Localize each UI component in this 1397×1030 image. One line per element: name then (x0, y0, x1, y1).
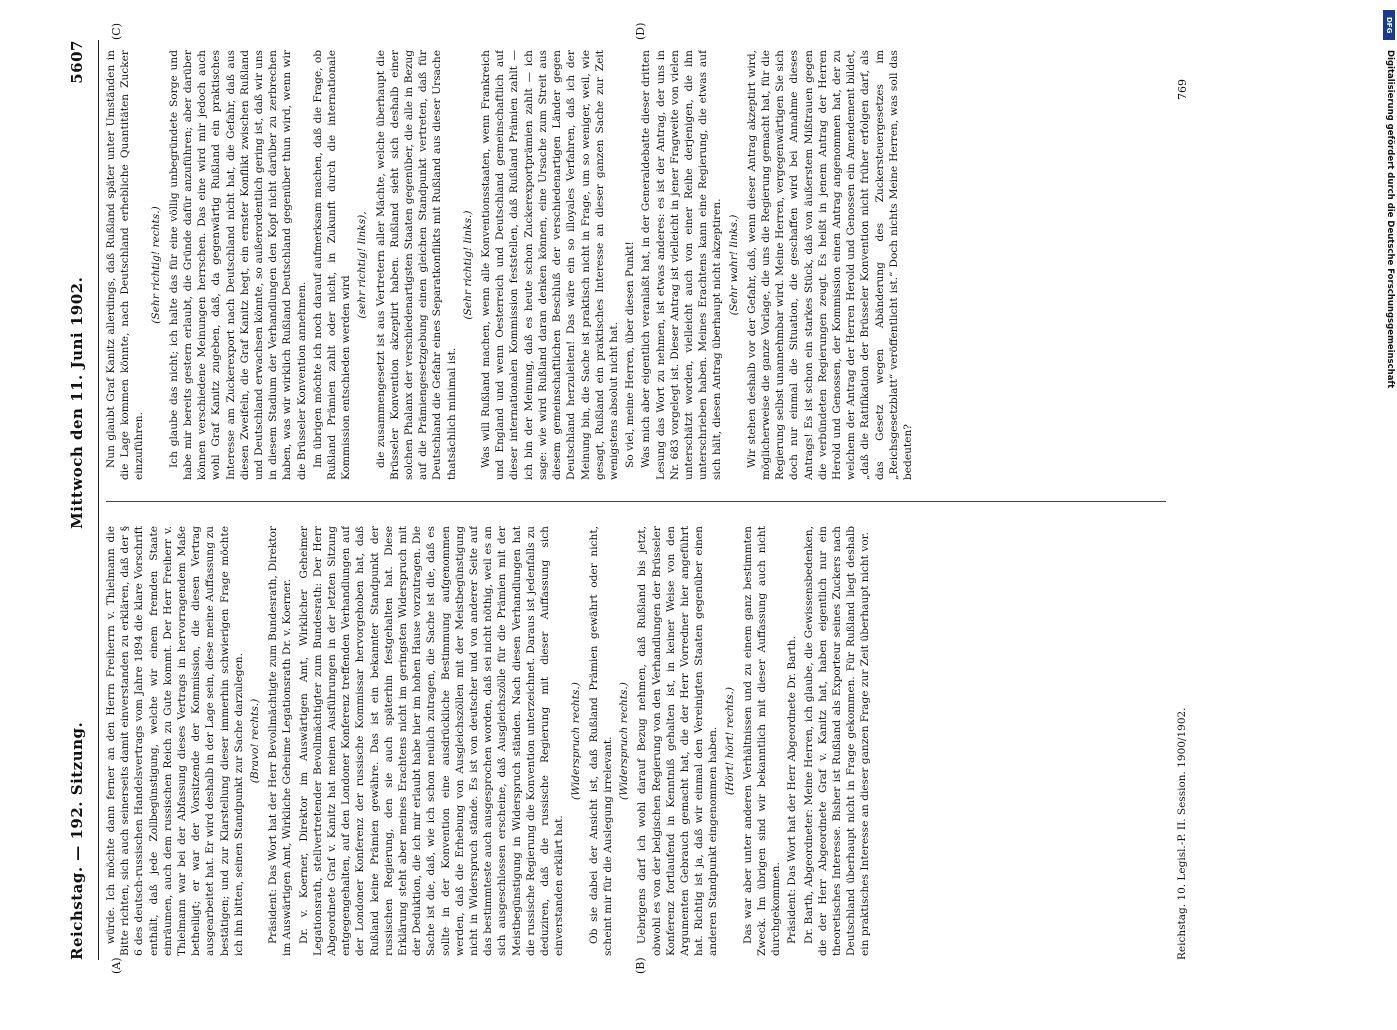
paragraph: Im übrigen möchte ich noch darauf aufmerksam machen, daß die Frage, ob Rußland Prämien zahlt oder nicht, in Zukunft durch die internationale Kommission entschieden werden wird (311, 50, 353, 480)
paragraph: würde. Ich möchte dann ferner an den Herrn Freiherrn v. Thielmann die Bitte richten, sich auch seinerseits damit einverstanden zu erklären, daß der § 6 des deutsch-russischen Handelsvertrags vom Jahre 1894 die klare Vorschrift enthält, daß jede Zollbegünstigung, welche wir einem fremden Staate einräumen, auch dem russischen Reich zu Gute kommt. Der Herr Freiherr v. Thielmann war bei der Abfassung dieses Vertrags in hervorragendem Maße betheiligt; er war der Vorsitzende der Kommission, die diesen Vertrag ausgearbeitet hat. Er wird deshalb in der Lage sein, diese meine Auffassung zu bestätigen; und zur Klarstellung dieser immerhin schwierigen Frage möchte ich ihn bitten, seinen Standpunkt zur Sache darzulegen. (105, 526, 245, 956)
margin-marker-a: (A) (110, 957, 123, 974)
interjection: (Sehr richtig! rechts.) (149, 206, 162, 324)
interjection: (Hört! hört! rechts.) (723, 686, 736, 796)
funding-note: Digitalisierung gefördert durch die Deutsche Forschungsgemeinschaft (1385, 50, 1395, 389)
interjection: (Sehr wahr! links.) (727, 214, 740, 316)
margin-marker-c: (C) (110, 23, 123, 40)
header-date: Mittwoch den 11. Juni 1902. (68, 276, 86, 529)
interjection: (sehr richtig! links), (356, 211, 369, 319)
paragraph: Uebrigens darf ich wohl darauf Bezug nehmen, daß Rußland bis jetzt, obwohl es von der belgischen Regierung von den Verhandlungen der Brüsseler Konferenz fortlaufend in Kenntniß gehalten ist, in keiner Weise von den Argumenten Gebrauch gemacht hat, die der Herr Vorredner hier angeführt hat. Richtig ist ja, daß wir einmal den Vereinigten Staaten gegenüber einen anderen Standpunkt eingenommen haben. (636, 526, 720, 956)
paragraph: die zusammengesetzt ist aus Vertretern aller Mächte, welche überhaupt die Brüsseler Konvention akzeptirt haben. Rußland sieht sich deshalb einer solchen Phalanx der verschiedenartigsten Staaten gegenüber, die alle in Bezug auf die Prämiengesetzgebung einen gleichen Standpunkt vertreten, daß für Deutschland die Gefahr eines Separatkonflikts mit Rußland aus dieser Ursache thatsächlich minimal ist. (374, 50, 458, 480)
paragraph: Was mich aber eigentlich veranlaßt hat, in der Generaldebatte dieser dritten Lesung das Wort zu nehmen, ist etwas anderes: es ist der Antrag, der uns in Nr. 683 vorgelegt ist. Dieser Antrag ist vielleicht in jener Fragweite von vielen unterschätzt worden, vielleicht auch von einer Reihe derjenigen, die ihn unterschrieben haben. Meines Erachtens kann eine Regierung, die etwas auf sich hält, diesen Antrag überhaupt nicht akzeptiren. (640, 50, 724, 480)
paragraph: Das war aber unter anderen Verhältnissen und zu einem ganz bestimmten Zweck. Im übrigen sind wir bekanntlich mit dieser Auffassung auch nicht durchgekommen. (741, 526, 783, 956)
document-page (14, 20, 1354, 980)
header-left: Reichstag. — 192. Sitzung. (68, 721, 86, 960)
column-divider (106, 501, 1166, 502)
paragraph: Präsident: Das Wort hat der Herr Bevollmächtigte zum Bundesrath, Direktor im Auswärtigen Amt, Wirkliche Geheime Legationsrath Dr. v. Koerner. (267, 526, 294, 956)
paragraph: Ob sie dabei der Ansicht ist, daß Rußland Prämien gewährt oder nicht, scheint mir für die Auslegung irrelevant. (587, 526, 614, 956)
margin-marker-b: (B) (634, 957, 647, 974)
paragraph: Wir stehen deshalb vor der Gefahr, daß, wenn dieser Antrag akzeptirt wird, möglicherweise die ganze Vorlage, die uns die Regierung gemacht hat, für die Regierung selbst unannehmbar wird. Meine Herren, vergegenwärtigen Sie sich doch nur einmal die Situation, die geschaffen wird bei Annahme dieses Antrags! Es ist schon ein starkes Stück, daß von äußerstem Mißtrauen gegen die verbündeten Regierungen zeugt. Es heißt in jenem Antrag der Herren Herold und Genossen, der Kommission einen Antrag angenommen hat, der zu welchem der Antrag der Herren Herold und Genossen ein Amendement bildet, „daß die Ratifikation der Brüsseler Konvention nicht früher erfolgen darf, als das Gesetz wegen Abänderung des Zuckersteuergesetzes im „Reichsgesetzblatt“ veröffentlicht ist.“ Doch nichts Meine Herren, was soll das bedeuten? (745, 50, 914, 480)
page-header (62, 40, 92, 960)
paragraph: Nun glaubt Graf Kanitz allerdings, daß Rußland später unter Umständen in die Lage kommen könnte, nach Deutschland erhebliche Quantitäten Zucker einzuführen. (105, 50, 146, 480)
sheet-number: 769 (1176, 79, 1189, 100)
paragraph: Was will Rußland machen, wenn alle Konventionsstaaten, wenn Frankreich und England und wenn Oesterreich und Deutschland gemeinschaftlich auf dieser internationalen Kommission feststellen, daß Rußland Prämien zahlt — ich bin der Meinung, daß es heute schon Zuckerexportprämien zahlt — ich sage: wie wird Rußland daran denken können, eine Ursache zum Streit aus diesem gemeinschaftlichen Beschluß der verschiedenartigen Länder gegen Deutschland herzuleiten! Das wäre ein so illoyales Verfahren, daß ich der Meinung bin, die Sache ist praktisch nicht in Frage, um so weniger, weil, wie gesagt, Rußland ein praktisches Interesse an dieser ganzen Sache zur Zeit wenigstens absolut nicht hat. (480, 50, 620, 480)
dfg-logo: DFG (1383, 10, 1395, 40)
page-number: 5607 (68, 40, 86, 84)
left-column (104, 526, 1174, 956)
page-footer: Reichstag. 10. Legisl.-P. II. Session. 1900/1902. (1176, 707, 1188, 960)
interjection: (Sehr richtig! links.) (461, 210, 474, 320)
right-column (104, 50, 1174, 480)
interjection: (Bravo! rechts.) (249, 698, 262, 784)
interjection: (Widerspruch rechts.) (618, 682, 631, 800)
paragraph: Ich glaube das nicht; ich halte das für eine völlig unbegründete Sorge und habe mir bereits gestern erlaubt, die Gründe dafür anzuführen; aber darüber können verschiedene Meinungen herrschen. Das eine wird mir jedoch auch wohl Graf Kanitz zugeben, daß, da gegenwärtig Rußland ein praktisches Interesse am Zuckerexport nach Deutschland nicht hat, die Gefahr, daß aus diesen Zweifeln, die Graf Kanitz hegt, ein ernster Konflikt zwischen Rußland und Deutschland erwachsen könnte, so außerordentlich gering ist, daß wir uns in diesem Stadium der Verhandlungen den Kopf nicht darüber zu zerbrechen haben, was wir wirklich Rußland Deutschland gegenüber thun wird, wenn wir die Brüsseler Konvention annehmen. (167, 50, 308, 480)
paragraph: Präsident: Das Wort hat der Herr Abgeordnete Dr. Barth. (786, 636, 799, 944)
paragraph: Dr. Barth, Abgeordneter: Meine Herren, ich glaube, die Gewissensbedenken, die der Herr Abgeordnete Graf v. Kanitz hat, haben eigentlich nur ein theoretisches Interesse. Bisher ist Rußland als Exporteur seines Zuckers nach Deutschland überhaupt nicht in Frage gekommen. Für Rußland liegt deshalb ein praktisches Interesse an dieser ganzen Frage zur Zeit überhaupt nicht vor. (802, 526, 872, 956)
paragraph: Dr. v. Koerner, Direktor im Auswärtigen Amt, Wirklicher Geheimer Legationsrath, stellvertretender Bevollmächtigter zum Bundesrath: Der Herr Abgeordnete Graf v. Kanitz hat meinen Ausführungen in der letzten Sitzung entgegengehalten, auf den Londoner Konferenz treffenden Verhandlungen auf der Londoner Konferenz der russische Kommissar hervorgehoben hat, daß Rußland keine Prämien gewähre. Das ist ein bekannter Standpunkt der russischen Regierung, den sie auch späterhin festgehalten hat. Diese Erklärung steht aber meines Erachtens nicht im geringsten Widerspruch mit der Deduktion, die ich mir erlaubt habe hier im hohen Hause vorzutragen. Die Sache ist die, daß, wie ich schon neulich zutragen, die Sache ist die, daß es sollte in der Konvention eine ausdrückliche Bestimmung aufgenommen werden, daß die Erhebung von Ausgleichszöllen mit der Meistbegünstigung nicht in Widerspruch stände. Es ist von deutscher und von anderer Seite auf das bestimmteste auch ausgesprochen worden, daß sei nicht nöthig, weil es an sich ausgeschlossen erscheine, daß Ausgleichszölle für die Prämien mit der Meistbegünstigung in Widerspruch ständen. Nach diesen Verhandlungen hat die russische Regierung die Konvention unterzeichnet. Daraus ist jedenfalls zu deduziren, daß die russische Regierung mit dieser Auffassung sich einverstanden erklärt hat. (297, 526, 566, 956)
header-rule (98, 40, 99, 960)
paragraph: So viel, meine Herren, über diesen Punkt! (624, 241, 637, 468)
margin-marker-d: (D) (634, 22, 647, 40)
funding-sidebar (1383, 10, 1395, 990)
interjection: (Widerspruch rechts.) (569, 682, 582, 800)
